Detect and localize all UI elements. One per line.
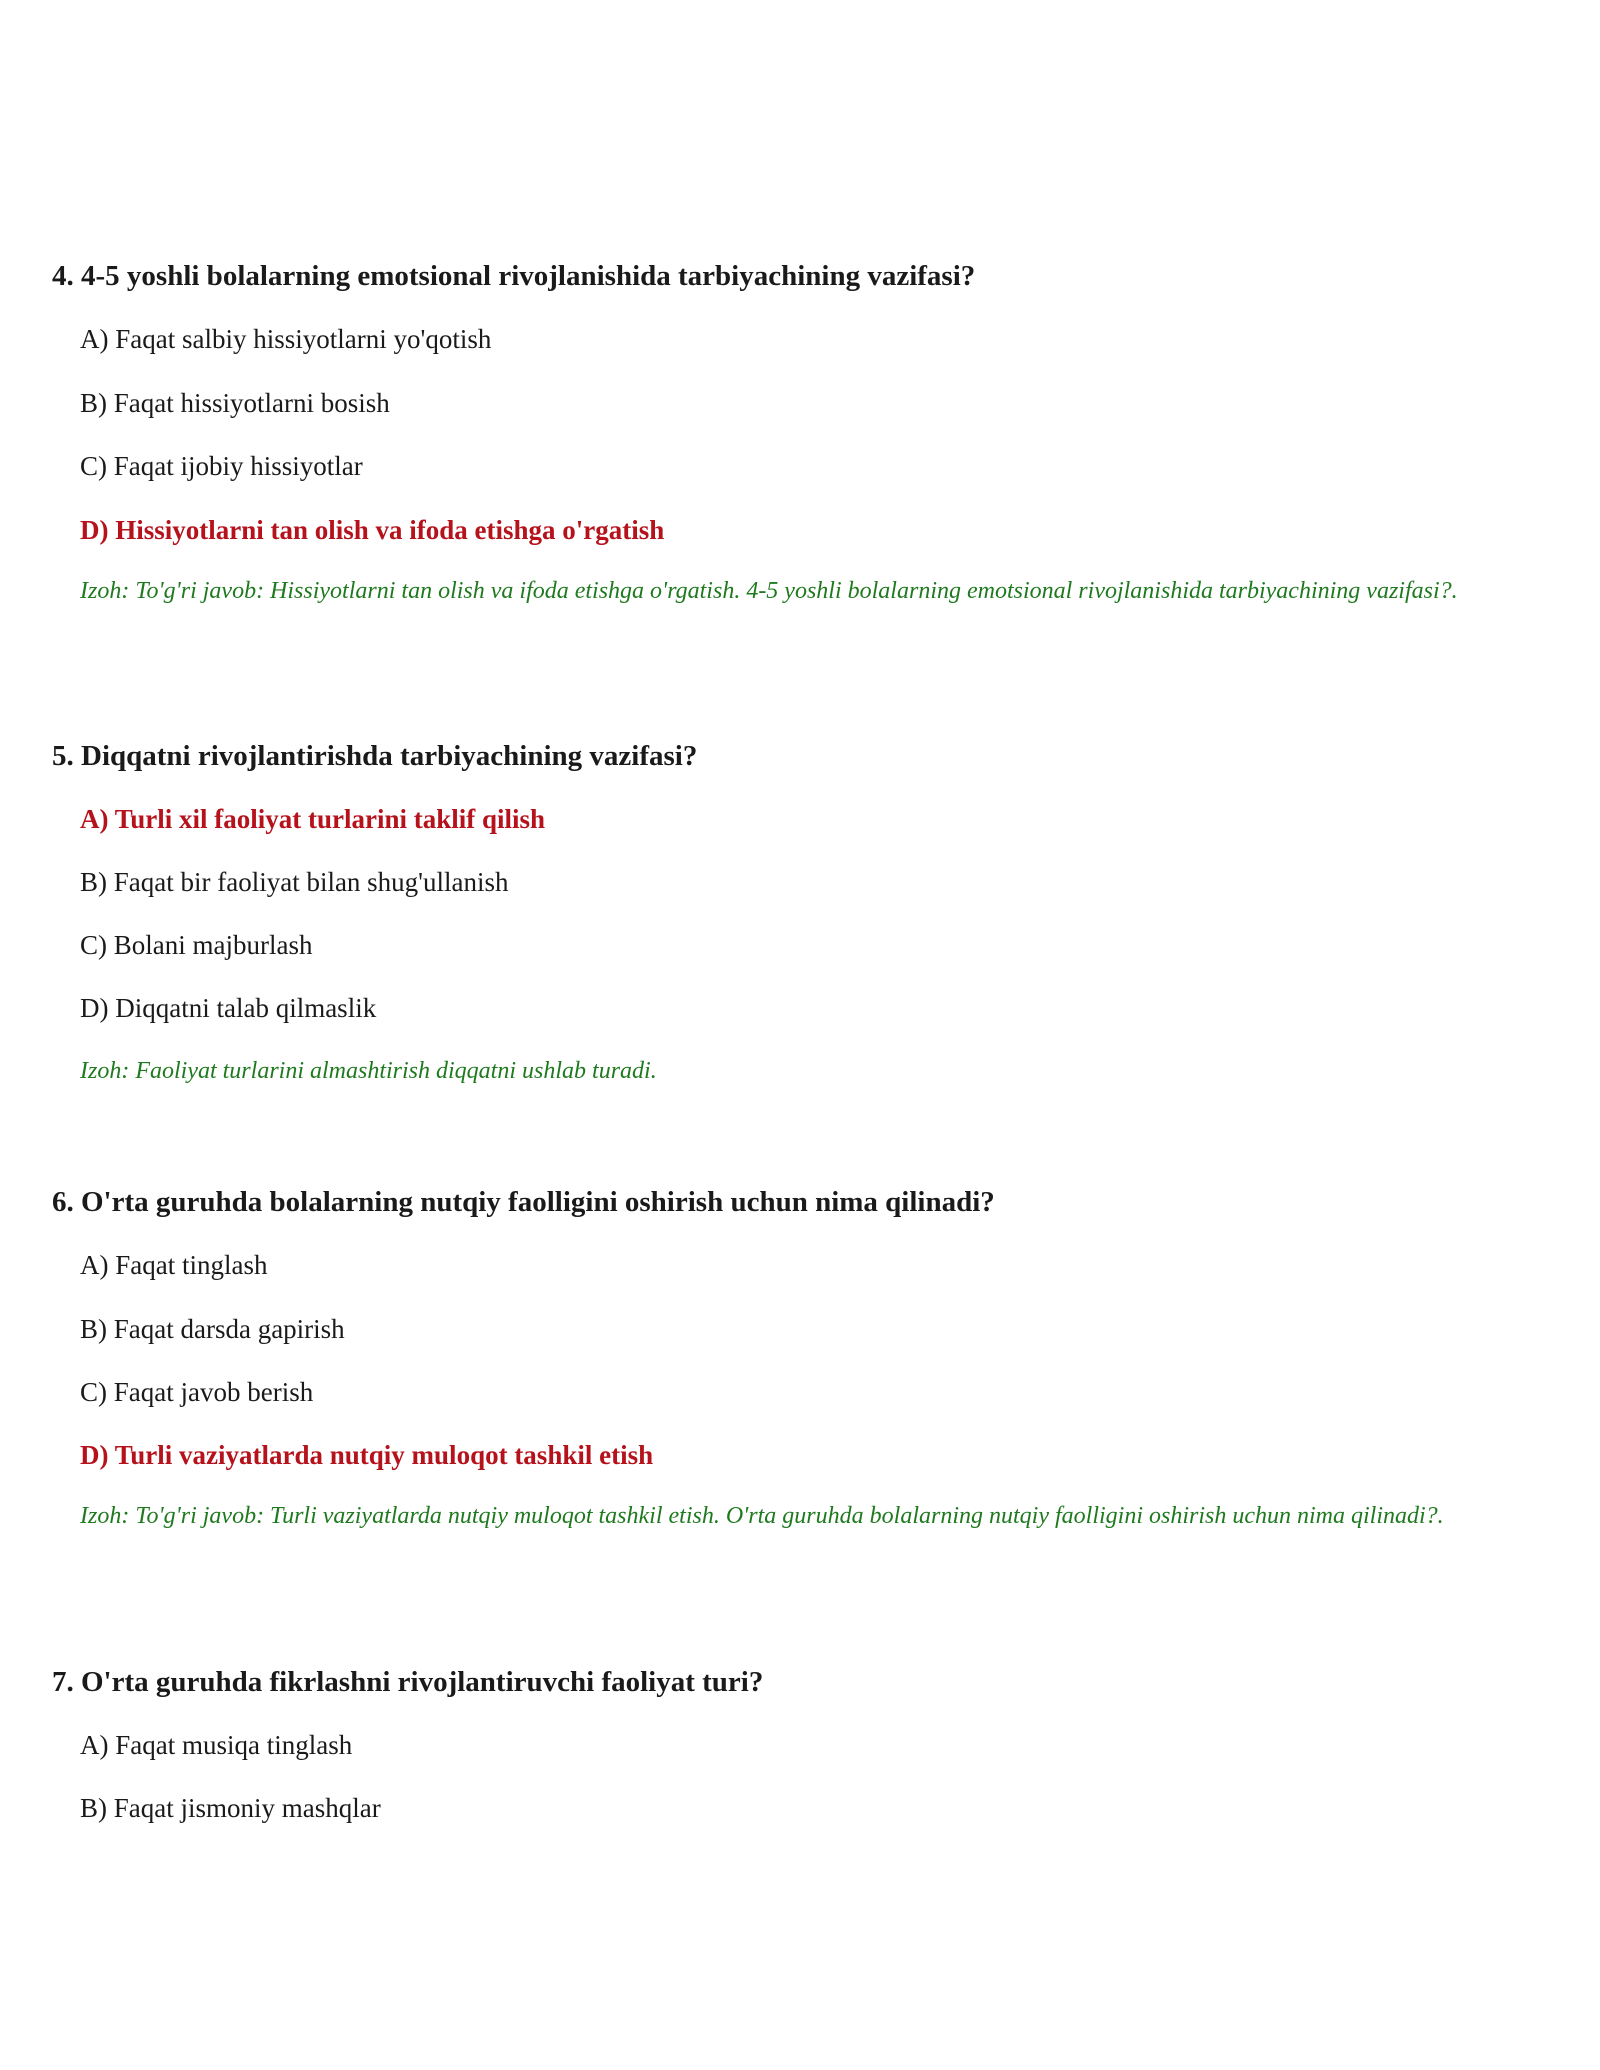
option-a: A) Faqat tinglash <box>80 1250 268 1280</box>
option-d-correct: D) Hissiyotlarni tan olish va ifoda etishga o'rgatish <box>80 515 665 545</box>
option-a: A) Faqat musiqa tinglash <box>80 1730 353 1760</box>
option-d-correct: D) Turli vaziyatlarda nutqiy muloqot tashkil etish <box>80 1440 654 1470</box>
question-4 <box>52 258 1552 604</box>
option-b: B) Faqat hissiyotlarni bosish <box>80 388 390 418</box>
option-d: D) Diqqatni talab qilmaslik <box>80 993 377 1023</box>
option-b: B) Faqat bir faoliyat bilan shug'ullanish <box>80 867 509 897</box>
question-title: 5. Diqqatni rivojlantirishda tarbiyachining vazifasi? <box>52 740 698 772</box>
option-b: B) Faqat jismoniy mashqlar <box>80 1793 381 1823</box>
option-a: A) Faqat salbiy hissiyotlarni yo'qotish <box>80 324 492 354</box>
question-title: 7. O'rta guruhda fikrlashni rivojlantiruvchi faoliyat turi? <box>52 1666 764 1698</box>
explanation-note: Izoh: To'g'ri javob: Hissiyotlarni tan olish va ifoda etishga o'rgatish. 4-5 yoshli bolalarning emotsional rivojlanishida tarbiyachining vazifasi?. <box>80 578 1458 604</box>
option-b: B) Faqat darsda gapirish <box>80 1314 345 1344</box>
explanation-note: Izoh: Faoliyat turlarini almashtirish diqqatni ushlab turadi. <box>80 1058 657 1084</box>
question-title: 4. 4-5 yoshli bolalarning emotsional rivojlanishida tarbiyachining vazifasi? <box>52 260 976 292</box>
question-title: 6. O'rta guruhda bolalarning nutqiy faolligini oshirish uchun nima qilinadi? <box>52 1186 995 1218</box>
option-c: C) Bolani majburlash <box>80 930 313 960</box>
question-6 <box>52 1184 1552 1529</box>
explanation-note: Izoh: To'g'ri javob: Turli vaziyatlarda nutqiy muloqot tashkil etish. O'rta guruhda bolalarning nutqiy faolligini oshirish uchun nima qilinadi?. <box>80 1503 1444 1529</box>
option-a-correct: A) Turli xil faoliyat turlarini taklif qilish <box>80 804 546 834</box>
question-5 <box>52 738 1552 1084</box>
option-c: C) Faqat javob berish <box>80 1377 314 1407</box>
question-7 <box>52 1664 1552 1823</box>
option-c: C) Faqat ijobiy hissiyotlar <box>80 451 363 481</box>
